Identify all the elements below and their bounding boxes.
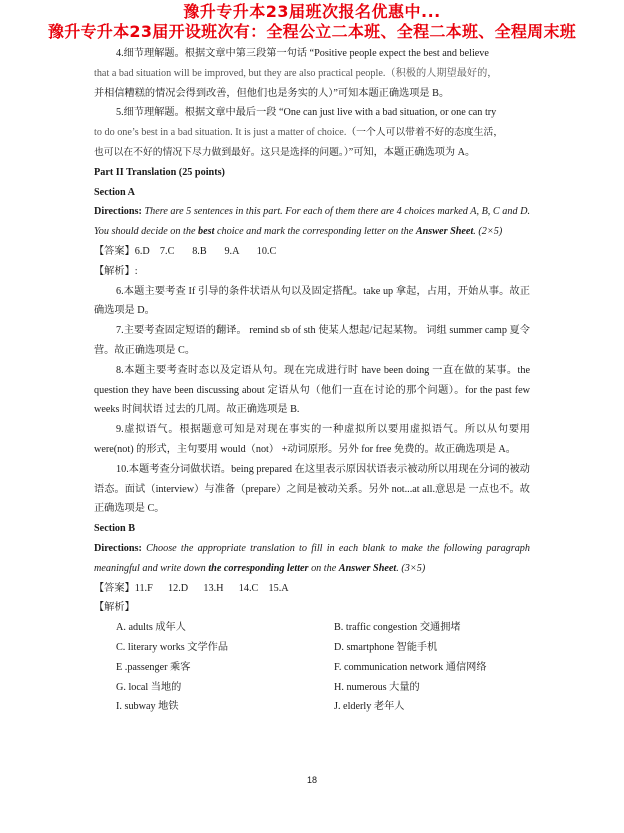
option-item: D. smartphone 智能手机 [334,641,438,653]
section-b-directions-text-2: on the [308,562,339,574]
section-b-directions-sheet: Answer Sheet [338,562,397,574]
section-a-directions-text-1: There are 5 sentences in this part. For each of them there are 4 choices marked A, B, C and D. You should decide on the [94,206,530,238]
q4-line-3: 并相信糟糕的情况会得到改善，但他们也是务实的人）”可知本题正确选项是 B。 [94,87,450,99]
document-body [94,44,530,717]
option-item: E .passenger 乘客 [116,661,191,673]
option-item: H. numerous 大量的 [334,681,420,693]
q4-line-2-text: that a bad situation will be improved, but they are also practical people.（积极的人期望最好的， [94,67,498,79]
q5-line-1: 5.细节理解题。根据文章中最后一段 “One can just live with a bad situation, or one can try [116,107,497,119]
section-a-directions-text-2: choice and mark the corresponding letter on the [214,226,416,238]
options-row [116,638,552,658]
options-row [116,618,552,638]
analysis-9: 9.虚拟语气。根据题意可知是对现在事实的一种虚拟所以要用虚拟语气。所以从句要用 were(not) 的形式，主句要用 would（not） +动词原形。另外 for free 免费的。故正确选项是 A。 [94,424,530,455]
section-a-title: Section A [94,186,136,198]
section-b-directions-label: Directions: [94,542,142,554]
q5-line-3-tail: ”可知，本题正确选项为 A。 [348,146,476,158]
section-b-directions-text-3: . (3×5) [396,562,426,574]
q5-line-2 [94,123,530,143]
section-b-directions-letter: the corresponding letter [208,562,309,574]
banner-line-2: 豫升专升本23届开设班次有：全程公立二本班、全程二本班、全程周末班 [47,22,577,41]
section-b-directions-text-1: Choose the appropriate translation to fill in each blank to make the following paragraph meaningful and write down [94,542,530,574]
option-item: I. subway 地铁 [116,701,179,713]
section-b-title: Section B [94,523,136,535]
section-a-directions-best: best [198,226,215,238]
promo-banner [0,0,624,42]
option-item: A. adults 成年人 [116,622,186,634]
option-item: B. traffic congestion 交通拥堵 [334,622,461,634]
option-item: G. local 当地的 [116,681,182,693]
analysis-8: 8.本题主要考查时态以及定语从句。现在完成进行时 have been doing 一直在做的某事。the question they have been discussing about 定语从句（他们一直在讨论的那个问题）。for the past few weeks 时间状语 过去的几周。故正确选项是 B. [94,364,530,416]
options-row [116,697,552,717]
page-number: 18 [306,775,317,785]
q5-line-3-cn: 也可以在不好的情况下尽力做到最好。这只是选择的问题。） [94,146,349,158]
analysis-7: 7.主要考查固定短语的翻译。 remind sb of sth 使某人想起/记起某物。 词组 summer camp 夏令营。故正确选项是 C。 [94,325,530,356]
q5-line-3 [94,143,530,163]
options-table [116,618,552,717]
q4-line-1: 4.细节理解题。根据文章中第三段第一句话 “Positive people expect the best and believe [116,48,489,59]
section-b-directions [94,539,530,579]
section-a-analysis-label: 【解析】: [94,265,138,277]
section-a-directions-sheet: Answer Sheet [415,226,474,238]
option-item: C. literary works 文学作品 [116,641,229,653]
section-a-directions [94,202,530,242]
part2-title: Part II Translation (25 points) [94,166,225,178]
q5-line-2-cn: （一个人可以带着不好的态度生活， [346,127,504,139]
section-a-directions-text-3: . (2×5) [473,226,503,238]
options-row [116,678,552,698]
analysis-10: 10.本题考查分词做状语。being prepared 在这里表示原因状语表示被动所以用现在分词的被动语态。面试（interview）与准备（prepare）之间是被动关系。另外 not...at all.意思是 一点也不。故正确选项是 C。 [94,463,530,515]
section-a-answer: 【答案】6.D 7.C 8.B 9.A 10.C [94,245,277,257]
section-a-directions-label: Directions: [94,206,142,218]
options-row [116,658,552,678]
option-item: J. elderly 老年人 [334,701,405,713]
section-b-answer: 【答案】11.F 12.D 13.H 14.C 15.A [94,582,289,594]
q4-line-2 [94,64,530,84]
q5-line-2-en: to do one’s best in a bad situation. It is just a matter of choice. [94,127,347,139]
section-b-analysis-label: 【解析】 [94,602,135,614]
banner-line-1: 豫升专升本23届班次报名优惠中... [183,2,441,21]
option-item: F. communication network 通信网络 [334,661,487,673]
analysis-6: 6.本题主要考查 If 引导的条件状语从句以及固定搭配。take up 拿起，占用，开始从事。故正确选项是 D。 [94,285,530,317]
